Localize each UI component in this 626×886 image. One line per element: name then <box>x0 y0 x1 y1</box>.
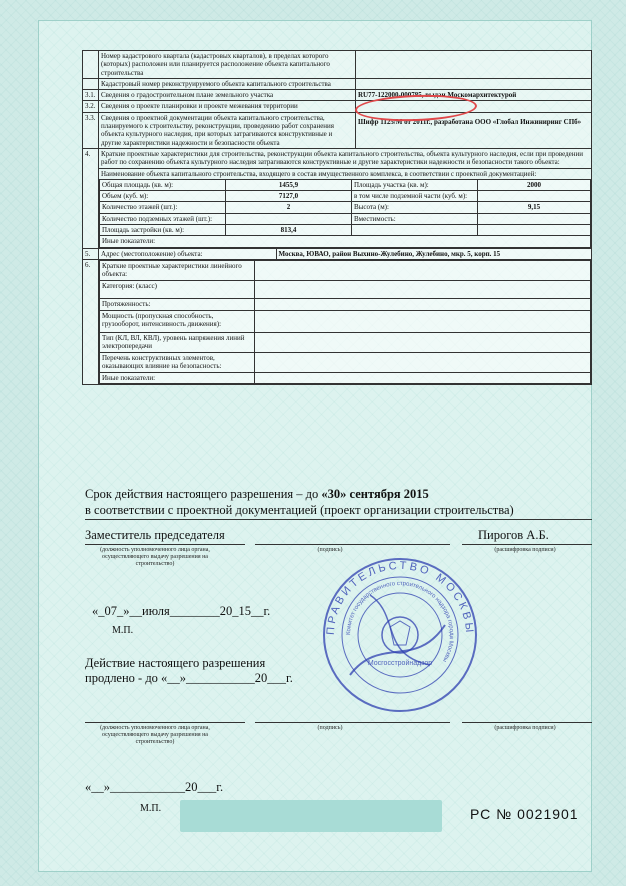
linear-label: Протяженность: <box>100 298 255 310</box>
cadastral-number-label: Кадастровый номер реконструируемого объекта капитального строительства <box>99 78 356 89</box>
seal-place: М.П. <box>140 803 162 814</box>
metric-label: Площадь участка (кв. м): <box>352 179 478 190</box>
urban-plan-value: RU77-122000-000785, выдан Москомархитектурой <box>356 90 592 101</box>
table-row <box>83 51 592 79</box>
issue-date: «_07_»__июля________20_15__г. <box>92 604 271 618</box>
metric-value: 9,15 <box>478 202 591 213</box>
row-number: 3.2. <box>83 101 99 112</box>
table-row <box>100 191 591 202</box>
metric-value: 1455,9 <box>226 179 352 190</box>
signer-position: Заместитель председателя <box>85 528 225 542</box>
object-metrics-table <box>99 179 591 248</box>
project-docs-value: Шифр 1125/М от 2011г., разработана ООО «Глобал Инжиниринг СПб» <box>356 112 592 148</box>
table-row <box>100 179 591 190</box>
row-number: 3.1. <box>83 90 99 101</box>
linear-label: Перечень конструктивных элементов, оказывающих влияние на безопасность: <box>100 352 255 372</box>
metric-label: Вместимость: <box>352 213 478 224</box>
linear-label: Категория: (класс) <box>100 280 255 298</box>
validity-prefix: Срок действия настоящего разрешения – до <box>85 487 322 501</box>
metric-value: 2 <box>226 202 352 213</box>
metric-label: Площадь застройки (кв. м): <box>100 225 226 236</box>
metric-label: Количество подземных этажей (шт.): <box>100 213 226 224</box>
metric-label: Иные показатели: <box>100 236 591 247</box>
validity-basis: в соответствии с проектной документацией (проект организации строительства) <box>85 503 514 517</box>
signer-name: Пирогов А.Б. <box>478 528 549 542</box>
metric-value: 813,4 <box>226 225 352 236</box>
planning-project-label: Сведения о проекте планировки и проекте межевания территории <box>99 101 356 112</box>
official-stamp <box>320 555 480 715</box>
stamp-outer-text: ПРАВИТЕЛЬСТВО МОСКВЫ <box>324 559 476 636</box>
extension-date: «__»____________20___г. <box>85 780 224 794</box>
table-row <box>83 112 592 148</box>
brief-characteristics-label: Краткие проектные характеристики для строительства, реконструкции объекта капитального строительства, объекта культурного наследия, если при проведении работ по сохранению объекта культурного наследия затрагиваются конструктивные и другие характеристики надежности и безопасности такого объекта: <box>101 149 584 167</box>
stamp-inner-text: Комитет государственного строительного надзора города Москвы <box>345 580 455 663</box>
metric-label: Общая площадь (кв. м): <box>100 179 226 190</box>
validity-date: «30» сентября 2015 <box>321 487 429 501</box>
seal-place: М.П. <box>112 625 134 636</box>
table-row <box>83 78 592 89</box>
validity-line <box>85 487 429 502</box>
row-number: 3.3. <box>83 112 99 148</box>
linear-label: Иные показатели: <box>100 372 255 383</box>
table-row <box>83 90 592 101</box>
serial-box <box>180 800 442 832</box>
table-row <box>100 236 591 247</box>
linear-label: Краткие проектные характеристики линейного объекта: <box>100 260 255 280</box>
caption-position: (должность уполномоченного лица органа, осуществляющего выдачу разрешения на строительство) <box>100 547 210 567</box>
stamp-center-text: Мосгосстройнадзор <box>367 660 433 667</box>
row-number: 5. <box>83 248 99 259</box>
metric-value: 2000 <box>478 179 591 190</box>
linear-label: Мощность (пропускная способность, грузооборот, интенсивность движения): <box>100 310 255 332</box>
metric-label: в том числе подземной части (куб. м): <box>352 191 478 202</box>
address-label: Адрес (местоположение) объекта: <box>99 249 276 259</box>
cadastral-quarter-label: Номер кадастрового квартала (кадастровых кварталов), в пределах которого (которых) расположен или планируется расположение объекта капитального строительства <box>99 51 356 79</box>
metric-label: Количество этажей (шт.): <box>100 202 226 213</box>
serial-number: РС № 0021901 <box>470 806 579 822</box>
metric-label: Объем (куб. м): <box>100 191 226 202</box>
caption-name: (расшифровка подписи) <box>494 547 556 553</box>
table-row <box>83 101 592 112</box>
caption-name: (расшифровка подписи) <box>494 725 556 731</box>
object-name-label: Наименование объекта капитального строительства, входящего в состав имущественного комплекса, в соответствии с проектной документацией: <box>99 168 591 179</box>
table-row <box>100 202 591 213</box>
table-row <box>100 213 591 224</box>
caption-position: (должность уполномоченного лица органа, осуществляющего выдачу разрешения на строительство) <box>100 725 210 745</box>
extension-until: продлено - до «__»___________20___г. <box>85 671 293 685</box>
table-row <box>100 225 591 236</box>
table-row <box>83 259 592 384</box>
table-row <box>83 148 592 248</box>
address-value: Москва, ЮВАО, район Выхино-Жулебино, Жулебино, мкр. 5, корп. 15 <box>276 249 591 259</box>
characteristics-table <box>82 50 592 385</box>
row-number: 6. <box>83 259 99 384</box>
metric-value: 7127,0 <box>226 191 352 202</box>
linear-label: Тип (КЛ, ВЛ, КВЛ), уровень напряжения линий электропередачи <box>100 332 255 352</box>
urban-plan-label: Сведения о градостроительном плане земельного участка <box>99 90 356 101</box>
caption-signature: (подпись) <box>317 547 343 553</box>
table-row <box>83 248 592 259</box>
caption-signature: (подпись) <box>317 725 343 731</box>
row-number: 4. <box>83 148 99 248</box>
project-docs-label: Сведения о проектной документации объекта капитального строительства, планируемого к строительству, реконструкции, проведению работ сохранения объекта культурного наследия, при которых затрагиваются конструктивные и другие характеристики надежности и безопасности объекта <box>99 112 356 148</box>
linear-object-table <box>99 260 591 384</box>
extension-title: Действие настоящего разрешения <box>85 656 266 670</box>
metric-label: Высота (м): <box>352 202 478 213</box>
